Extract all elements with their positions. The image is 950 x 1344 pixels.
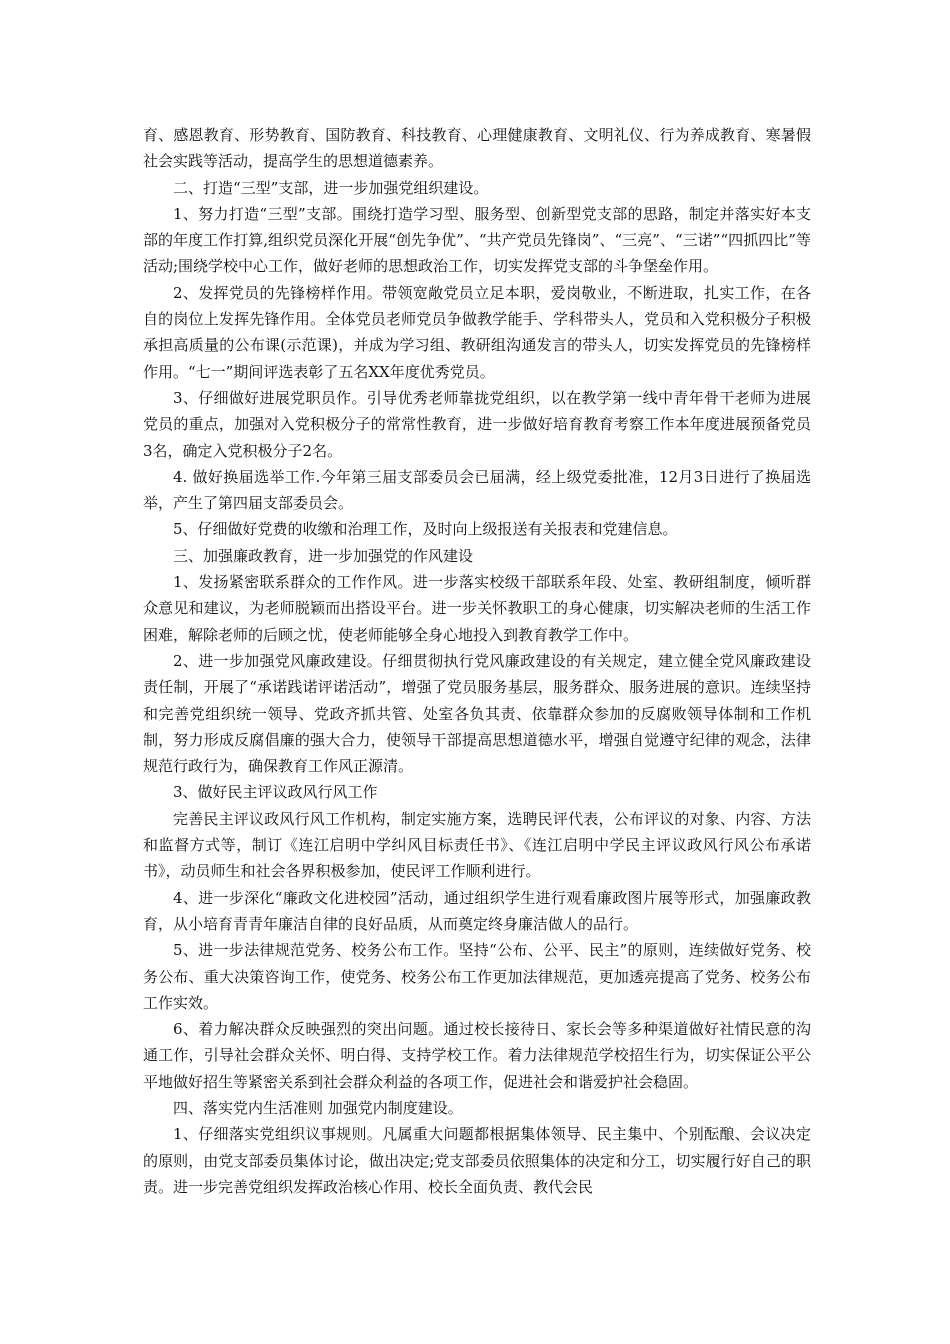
paragraph: 1、努力打造“三型”支部。围绕打造学习型、服务型、创新型党支部的思路，制定并落实好本支部的年度工作打算,组织党员深化开展“创先争优”、“共产党员先锋岗”、“三亮”、“三诺”“四抓四比”等活动;围绕学校中心工作，做好老师的思想政治工作，切实发挥党支部的斗争堡垒作用。 [143,204,811,276]
paragraph: 4. 做好换届选举工作.今年第三届支部委员会已届满，经上级党委批准，12月3日进行了换届选举，产生了第四届支部委员会。 [143,467,811,513]
section-heading: 四、落实党内生活准则 加强党内制度建设。 [173,1098,463,1117]
paragraph: 4、进一步深化“廉政文化进校园”活动，通过组织学生进行观看廉政图片展等形式，加强廉政教育，从小培育青青年廉洁自律的良好品质，从而奠定终身廉洁做人的品行。 [143,888,811,933]
paragraph: 5、进一步法律规范党务、校务公布工作。坚持“公布、公平、民主”的原则，连续做好党务、校务公布、重大决策咨询工作，使党务、校务公布工作更加法律规范，更加透亮提高了党务、校务公布工作实效。 [143,941,811,1012]
paragraph: 1、仔细落实党组织议事规则。凡属重大问题都根据集体领导、民主集中、个别酝酿、会议决定的原则，由党支部委员集体讨论，做出决定;党支部委员依照集体的决定和分工，切实履行好自己的职责。进一步完善党组织发挥政治核心作用、校长全面负责、教代会民 [143,1125,811,1196]
paragraph: 完善民主评议政风行风工作机构，制定实施方案，选聘民评代表，公布评议的对象、内容、方法和监督方式等，制订《连江启明中学纠风目标责任书》、《连江启明中学民主评议政风行风公布承诺书》，动员师生和社会各界积极参加，使民评工作顺利进行。 [143,809,811,881]
paragraph: 2、发挥党员的先锋榜样作用。带领宽敞党员立足本职，爱岗敬业，不断进取，扎实工作，在各自的岗位上发挥先锋作用。全体党员老师党员争做教学能手、学科带头人，党员和入党积极分子积极承担高质量的公布课(示范课)，并成为学习组、教研组沟通发言的带头人，切实发挥党员的先锋榜样作用。“七一”期间评选表彰了五名XX年度优秀党员。 [143,283,811,381]
document-page [143,122,811,1200]
paragraph: 6、着力解决群众反映强烈的突出问题。通过校长接待日、家长会等多种渠道做好社情民意的沟通工作，引导社会群众关怀、明白得、支持学校工作。着力法律规范学校招生行为，切实保证公平公平地做好招生等紧密关系到社会群众利益的各项工作，促进社会和谐爱护社会稳固。 [143,1020,811,1091]
paragraph: 3、仔细做好进展党职员作。引导优秀老师靠拢党组织，以在教学第一线中青年骨干老师为进展党员的重点，加强对入党积极分子的常常性教育，进一步做好培育教育考察工作本年度进展预备党员3名，确定入党积极分子2名。 [143,388,811,460]
paragraph: 育、感恩教育、形势教育、国防教育、科技教育、心理健康教育、文明礼仪、行为养成教育、寒暑假社会实践等活动，提高学生的思想道德素养。 [143,126,811,171]
section-heading: 三、加强廉政教育，进一步加强党的作风建设 [173,546,474,565]
subheading: 3、做好民主评议政风行风工作 [173,783,378,802]
section-heading: 二、打造“三型”支部，进一步加强党组织建设。 [173,178,489,197]
paragraph: 5、仔细做好党费的收缴和治理工作，及时向上级报送有关报表和党建信息。 [173,520,678,539]
paragraph: 2、进一步加强党风廉政建设。仔细贯彻执行党风廉政建设的有关规定，建立健全党风廉政建设责任制，开展了“承诺践诺评诺活动”，增强了党员服务基层，服务群众、服务进展的意识。连续坚持和完善党组织统一领导、党政齐抓共管、处室各负其责、依靠群众参加的反腐败领导体制和工作机制，努力形成反腐倡廉的强大合力，使领导干部提高思想道德水平，增强自觉遵守纪律的观念，法律规范行政行为，确保教育工作风正源清。 [143,651,811,776]
paragraph: 1、发扬紧密联系群众的工作作风。进一步落实校级干部联系年段、处室、教研组制度，倾听群众意见和建议，为老师脱颖而出搭设平台。进一步关怀教职工的身心健康，切实解决老师的生活工作困难，解除老师的后顾之忧，使老师能够全身心地投入到教育教学工作中。 [143,573,811,644]
